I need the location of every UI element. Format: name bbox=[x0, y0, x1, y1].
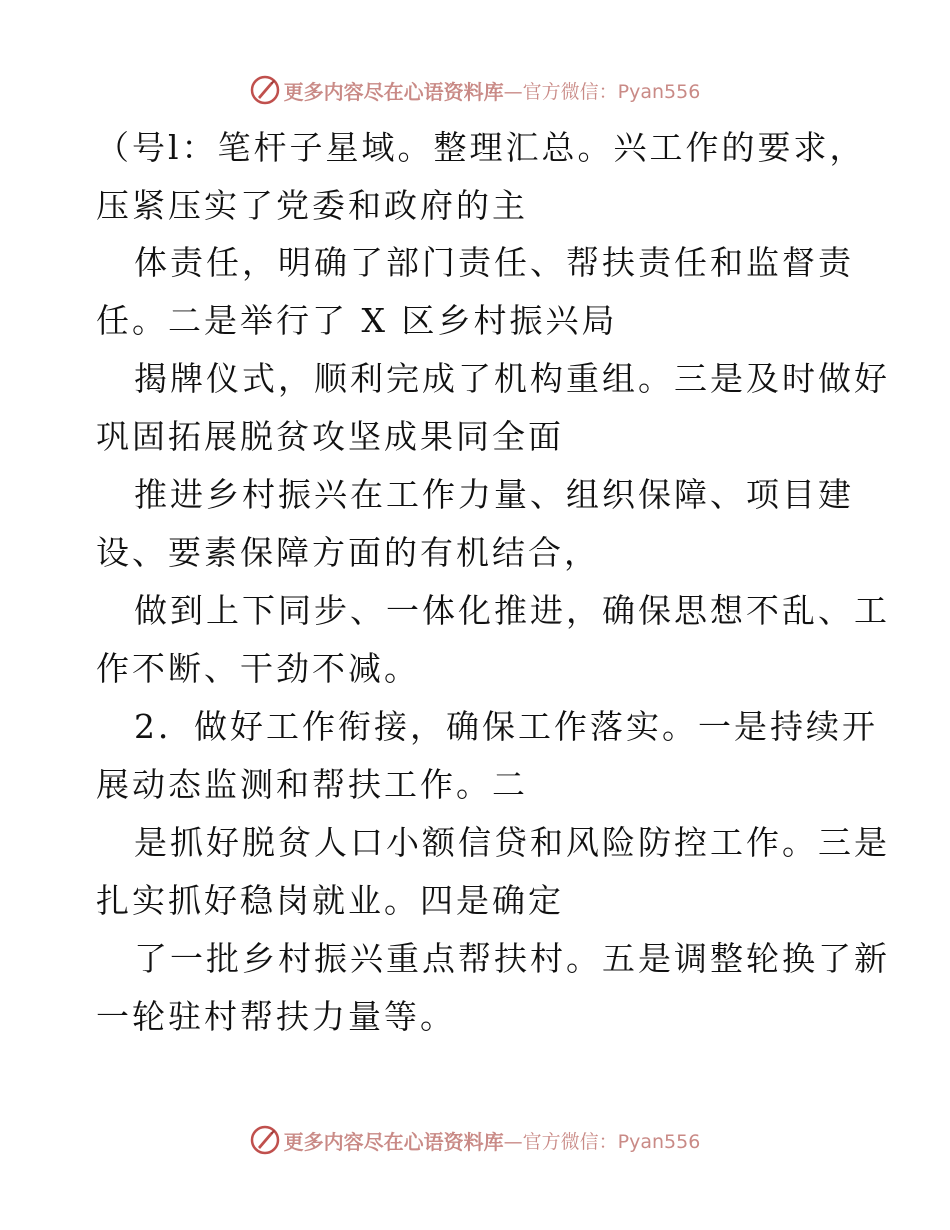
body-line: 做到上下同步、一体化推进，确保思想不乱、工 bbox=[134, 591, 890, 630]
watermark-text: 更多内容尽在心语资料库 bbox=[283, 79, 504, 104]
body-line: 扎实抓好稳岗就业。四是确定 bbox=[96, 881, 564, 920]
footer-watermark bbox=[0, 1120, 950, 1160]
body-line: 作不断、干劲不减。 bbox=[96, 649, 420, 688]
body-line: 2．做好工作衔接，确保工作落实。一是持续开 bbox=[134, 707, 878, 746]
body-line: （号l：笔杆子星域。整理汇总。兴工作的要求， bbox=[96, 128, 866, 167]
body-line: 推进乡村振兴在工作力量、组织保障、项目建 bbox=[134, 475, 854, 514]
body-line: 体责任，明确了部门责任、帮扶责任和监督责 bbox=[134, 243, 854, 282]
quill-logo-icon bbox=[250, 75, 280, 105]
body-line: 一轮驻村帮扶力量等。 bbox=[96, 997, 456, 1036]
body-line: 了一批乡村振兴重点帮扶村。五是调整轮换了新 bbox=[134, 939, 890, 978]
body-line: 巩固拓展脱贫攻坚成果同全面 bbox=[96, 417, 564, 456]
body-line: 展动态监测和帮扶工作。二 bbox=[96, 765, 528, 804]
watermark-text: 更多内容尽在心语资料库 bbox=[283, 1129, 504, 1154]
header-watermark bbox=[0, 70, 950, 110]
body-line: 是抓好脱贫人口小额信贷和风险防控工作。三是 bbox=[134, 823, 890, 862]
body-line: 设、要素保障方面的有机结合， bbox=[96, 533, 600, 572]
body-line: 揭牌仪式，顺利完成了机构重组。三是及时做好 bbox=[134, 359, 890, 398]
watermark-contact: —官方微信：Pyan556 bbox=[503, 80, 701, 103]
quill-logo-icon bbox=[250, 1125, 280, 1155]
body-line: 压紧压实了党委和政府的主 bbox=[96, 186, 528, 225]
body-line: 任。二是举行了 X 区乡村振兴局 bbox=[96, 301, 618, 340]
watermark-contact: —官方微信：Pyan556 bbox=[503, 1130, 701, 1153]
